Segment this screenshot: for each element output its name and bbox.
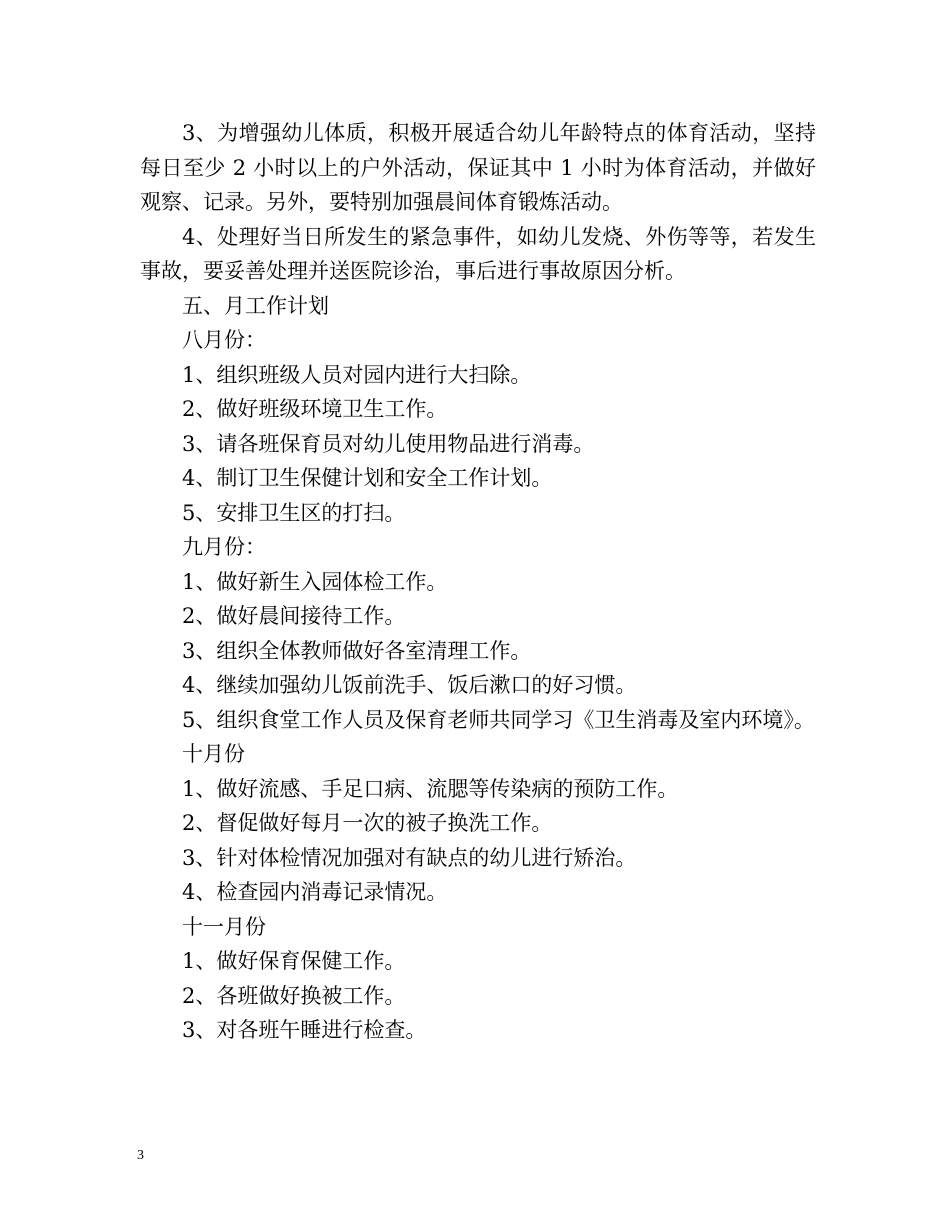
month-heading-november: 十一月份 [182, 914, 266, 939]
month-heading-august: 八月份： [182, 328, 266, 352]
list-item: 2、各班做好换被工作。 [182, 983, 406, 1008]
list-item: 3、对各班午睡进行检查。 [182, 1018, 427, 1042]
list-item: 2、做好晨间接待工作。 [182, 604, 406, 628]
list-item: 1、做好保育保健工作。 [182, 949, 406, 973]
section-heading-monthly-plan: 五、月工作计划 [182, 293, 329, 318]
page-number: 3 [137, 1148, 144, 1163]
list-item: 3、组织全体教师做好各室清理工作。 [182, 638, 532, 663]
paragraph-health-activities: 3、为增强幼儿体质，积极开展适合幼儿年龄特点的体育活动，坚持每日至少 2 小时以上的户外活动，保证其中 1 小时为体育活动，并做好观察、记录。另外，要特别加强晨间体育锻炼活动。 [140, 121, 816, 214]
list-item: 5、组织食堂工作人员及保育老师共同学习《卫生消毒及室内环境》。 [182, 707, 815, 732]
list-item: 3、请各班保育员对幼儿使用物品进行消毒。 [182, 431, 595, 456]
list-item: 4、继续加强幼儿饭前洗手、饭后漱口的好习惯。 [182, 673, 637, 697]
month-heading-september: 九月份： [182, 535, 266, 559]
list-item: 4、检查园内消毒记录情况。 [182, 880, 448, 904]
list-item: 2、督促做好每月一次的被子换洗工作。 [182, 811, 553, 835]
list-item: 1、组织班级人员对园内进行大扫除。 [182, 362, 532, 387]
list-item: 5、安排卫生区的打扫。 [182, 500, 406, 525]
list-item: 3、针对体检情况加强对有缺点的幼儿进行矫治。 [182, 845, 637, 870]
month-heading-october: 十月份 [182, 742, 245, 766]
list-item: 1、做好新生入园体检工作。 [182, 569, 448, 594]
list-item: 4、制订卫生保健计划和安全工作计划。 [182, 466, 553, 490]
list-item: 2、做好班级环境卫生工作。 [182, 397, 448, 421]
list-item: 1、做好流感、手足口病、流腮等传染病的预防工作。 [182, 776, 679, 801]
document-body [140, 116, 816, 1048]
paragraph-emergency-handling: 4、处理好当日所发生的紧急事件，如幼儿发烧、外伤等等，若发生事故，要妥善处理并送医院诊治，事后进行事故原因分析。 [140, 224, 816, 283]
